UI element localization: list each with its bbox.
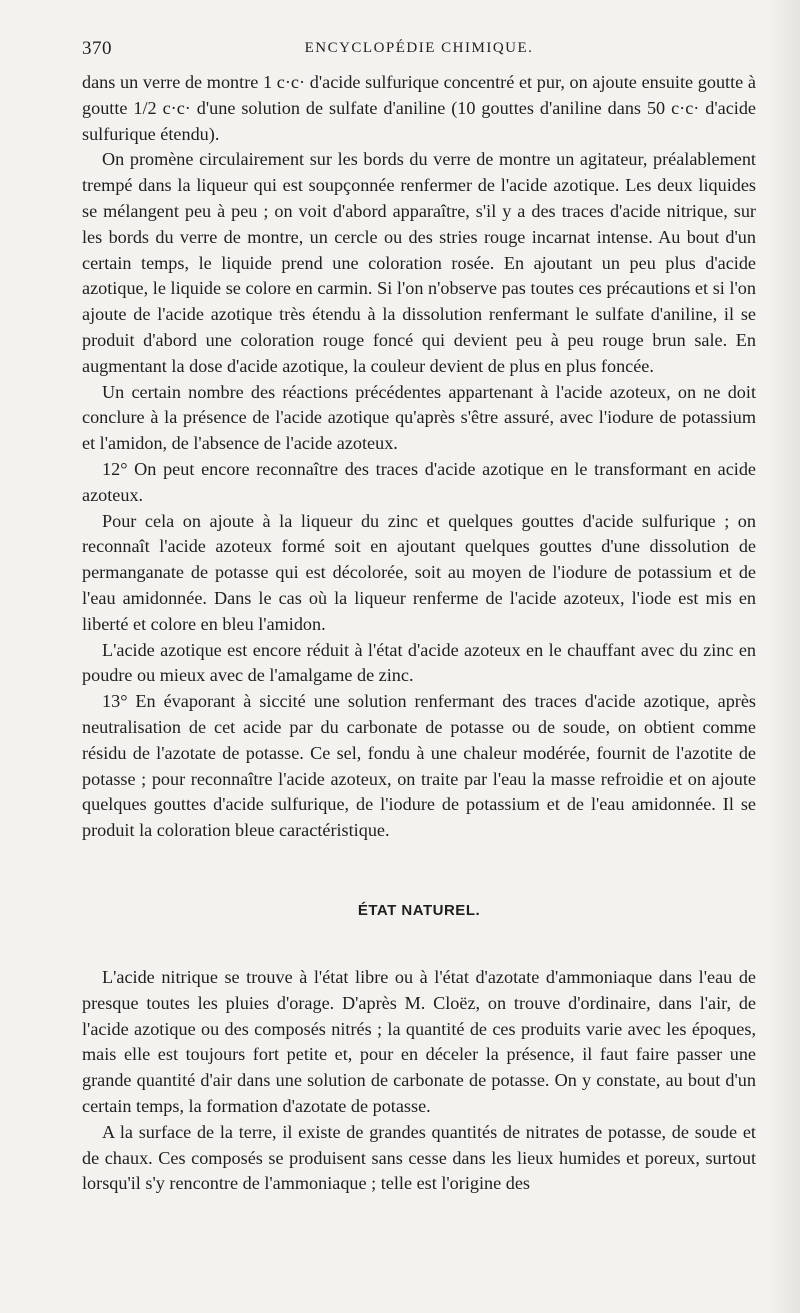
paragraph-continuation: dans un verre de montre 1 c·c· d'acide sulfurique concentré et pur, on ajoute ensuite goutte à goutte 1/2 c·c· d'une solution de sulfate d'aniline (10 gouttes d'aniline dans 50 c·c· d'acide sulfurique étendu). [82, 72, 756, 144]
paragraph: L'acide nitrique se trouve à l'état libre ou à l'état d'azotate d'ammoniaque dans l'eau de presque toutes les pluies d'orage. D'après M. Cloëz, on trouve d'ordinaire, dans l'air, de l'acide azotique ou des composés nitrés ; la quantité de ces produits varie avec les époques, mais elle est toujours fort petite et, pour en déceler la présence, il faut faire passer une grande quantité d'air dans une solution de carbonate de potasse. On y constate, au bout d'un certain temps, la formation d'azotate de potasse. [82, 967, 756, 1116]
paragraph: A la surface de la terre, il existe de grandes quantités de nitrates de potasse, de soude et de chaux. Ces composés se produisent sans cesse dans les lieux humides et poreux, surtout lorsqu'il s'y rencontre de l'ammoniaque ; telle est l'origine des [82, 1121, 756, 1194]
paragraph: On promène circulairement sur les bords du verre de montre un agitateur, préalablement trempé dans la liqueur qui est soupçonnée renfermer de l'acide azotique. Les deux liquides se mélangent peu à peu ; on voit d'abord apparaître, s'il y a des traces d'acide nitrique, sur les bords du verre de montre, un cercle ou des stries rouge incarnat intense. Au bout d'un certain temps, le liquide prend une coloration rosée. En ajoutant un peu plus d'acide azotique, le liquide se colore en carmin. Si l'on n'observe pas toutes ces précautions et si l'on ajoute de l'acide azotique très étendu à la dissolution renfermant le sulfate d'aniline, il se produit d'abord une coloration rouge foncé qui devient peu à peu rouge brun sale. En augmentant la dose d'acide azotique, la couleur devient de plus en plus foncée. [82, 149, 756, 376]
paragraph: 13° En évaporant à siccité une solution renfermant des traces d'acide azotique, après neutralisation de cet acide par du carbonate de potasse ou de soude, on obtient comme résidu de l'azotate de potasse. Ce sel, fondu à une chaleur modérée, fournit de l'azotite de potasse ; pour reconnaître l'acide azoteux, on traite par l'eau la masse refroidie et on ajoute quelques gouttes d'acide sulfurique, de l'iodure de potassium et de l'eau amidonnée. Il se produit la coloration bleue caractéristique. [82, 691, 756, 841]
paragraph: L'acide azotique est encore réduit à l'état d'acide azoteux en le chauffant avec du zinc en poudre ou mieux avec de l'amalgame de zinc. [82, 639, 756, 686]
paragraph: Pour cela on ajoute à la liqueur du zinc et quelques gouttes d'acide sulfurique ; on reconnaît l'acide azoteux formé soit en ajoutant quelques gouttes d'une dissolution de permanganate de potasse qui est décolorée, soit au moyen de l'iodure de potassium et de l'eau amidonnée. Dans le cas où la liqueur renferme de l'acide azoteux, l'iode est mis en liberté et colore en bleu l'amidon. [82, 510, 756, 634]
body-text-top [82, 70, 756, 844]
page-header [82, 38, 756, 62]
paragraph: 12° On peut encore reconnaître des traces d'acide azotique en le transformant en acide azoteux. [82, 458, 756, 505]
page-number: 370 [82, 38, 112, 59]
page-edge-shadow [770, 0, 800, 1313]
section-heading: ÉTAT NATUREL. [357, 902, 481, 919]
body-text-bottom [82, 965, 756, 1197]
paragraph: Un certain nombre des réactions précédentes appartenant à l'acide azoteux, on ne doit conclure à la présence de l'acide azotique qu'après s'être assuré, avec l'iodure de potassium et l'amidon, de l'absence de l'acide azoteux. [82, 381, 756, 454]
running-title: ENCYCLOPÉDIE CHIMIQUE. [304, 40, 534, 56]
